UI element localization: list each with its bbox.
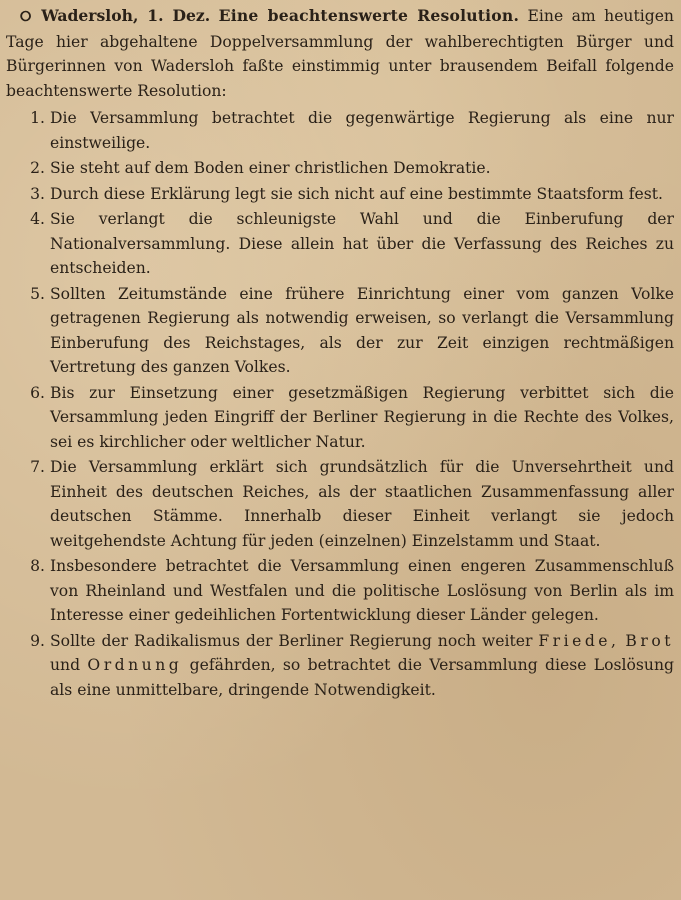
- item-text-part: gefährden, so betrachtet die Versammlung diese Loslösung als eine unmittelbare, dringende Notwendigkeit.: [50, 656, 674, 699]
- item-number: 7.: [30, 458, 45, 476]
- newspaper-clipping: [6, 4, 674, 896]
- resolution-item: [6, 207, 674, 281]
- emphasis-peace: Friede,: [538, 631, 620, 650]
- item-number: 8.: [30, 557, 45, 575]
- resolution-item: [6, 182, 674, 207]
- resolution-item: [6, 381, 674, 455]
- article-intro-text: Eine am heutigen Tage hier abgehaltene Doppelversammlung der wahlberechtigten Bürger und Bürgerinnen von Wadersloh faßte einstimmig unter brausendem Beifall folgende beachtenswerte Resolution:: [6, 7, 674, 100]
- item-number: 2.: [30, 159, 45, 177]
- resolution-item: [6, 282, 674, 380]
- resolution-item: [6, 106, 674, 155]
- item-text: [50, 629, 674, 703]
- resolution-item: [6, 554, 674, 628]
- emphasis-order: Ordnung: [87, 656, 183, 674]
- item-number: 3.: [30, 184, 45, 203]
- item-text: Sollten Zeitumstände eine frühere Einrichtung einer vom ganzen Volke getragenen Regierung als notwendig erweisen, so verlangt die Versammlung Einberufung des Reichstages, als der zur Zeit einzigen rechtmäßigen Vertretung des ganzen Volkes.: [50, 284, 674, 376]
- item-number: 4.: [30, 210, 45, 228]
- item-text: Die Versammlung erklärt sich grundsätzlich für die Unversehrtheit und Einheit des deutschen Reiches, als der staatlichen Zusammenfassung aller deutschen Stämme. Innerhalb dieser Einheit verlangt sie jedoch weitgehendste Achtung für jeden (einzelnen) Einzelstamm und Staat.: [50, 458, 674, 550]
- item-number: 1.: [30, 109, 45, 127]
- emphasis-bread: Brot: [625, 631, 674, 650]
- resolution-item: [6, 455, 674, 553]
- item-text-part: und: [50, 656, 81, 674]
- resolution-list: [6, 106, 674, 702]
- lozenge-icon: ⭘: [20, 9, 32, 25]
- item-text: Sie steht auf dem Boden einer christlichen Demokratie.: [50, 159, 491, 177]
- item-text: Bis zur Einsetzung einer gesetzmäßigen Regierung verbittet sich die Versammlung jeden Eingriff der Berliner Regierung in die Rechte des Volkes, sei es kirchlicher oder weltlicher Natur.: [50, 383, 674, 451]
- item-text: Sie verlangt die schleunigste Wahl und die Einberufung der Nationalversammlung. Diese allein hat über die Verfassung des Reiches zu entscheiden.: [50, 210, 674, 277]
- article-intro: [6, 4, 674, 103]
- resolution-item: [6, 156, 674, 181]
- article-dateline: Wadersloh, 1. Dez.: [41, 6, 211, 25]
- item-text: Insbesondere betrachtet die Versammlung einen engeren Zusammenschluß von Rheinland und Westfalen und die politische Loslösung von Berlin als im Interesse einer gedeihlichen Fortentwicklung dieser Länder gelegen.: [50, 557, 674, 624]
- item-text: Durch diese Erklärung legt sie sich nicht auf eine bestimmte Staatsform fest.: [50, 184, 663, 203]
- item-number: 9.: [30, 631, 45, 650]
- item-number: 5.: [30, 284, 45, 303]
- item-text: Die Versammlung betrachtet die gegenwärtige Regierung als eine nur einstweilige.: [50, 109, 674, 152]
- item-number: 6.: [30, 383, 45, 402]
- resolution-item: [6, 629, 674, 703]
- item-text-part: Sollte der Radikalismus der Berliner Regierung noch weiter: [50, 631, 533, 650]
- article-title: Eine beachtenswerte Resolution.: [218, 6, 520, 25]
